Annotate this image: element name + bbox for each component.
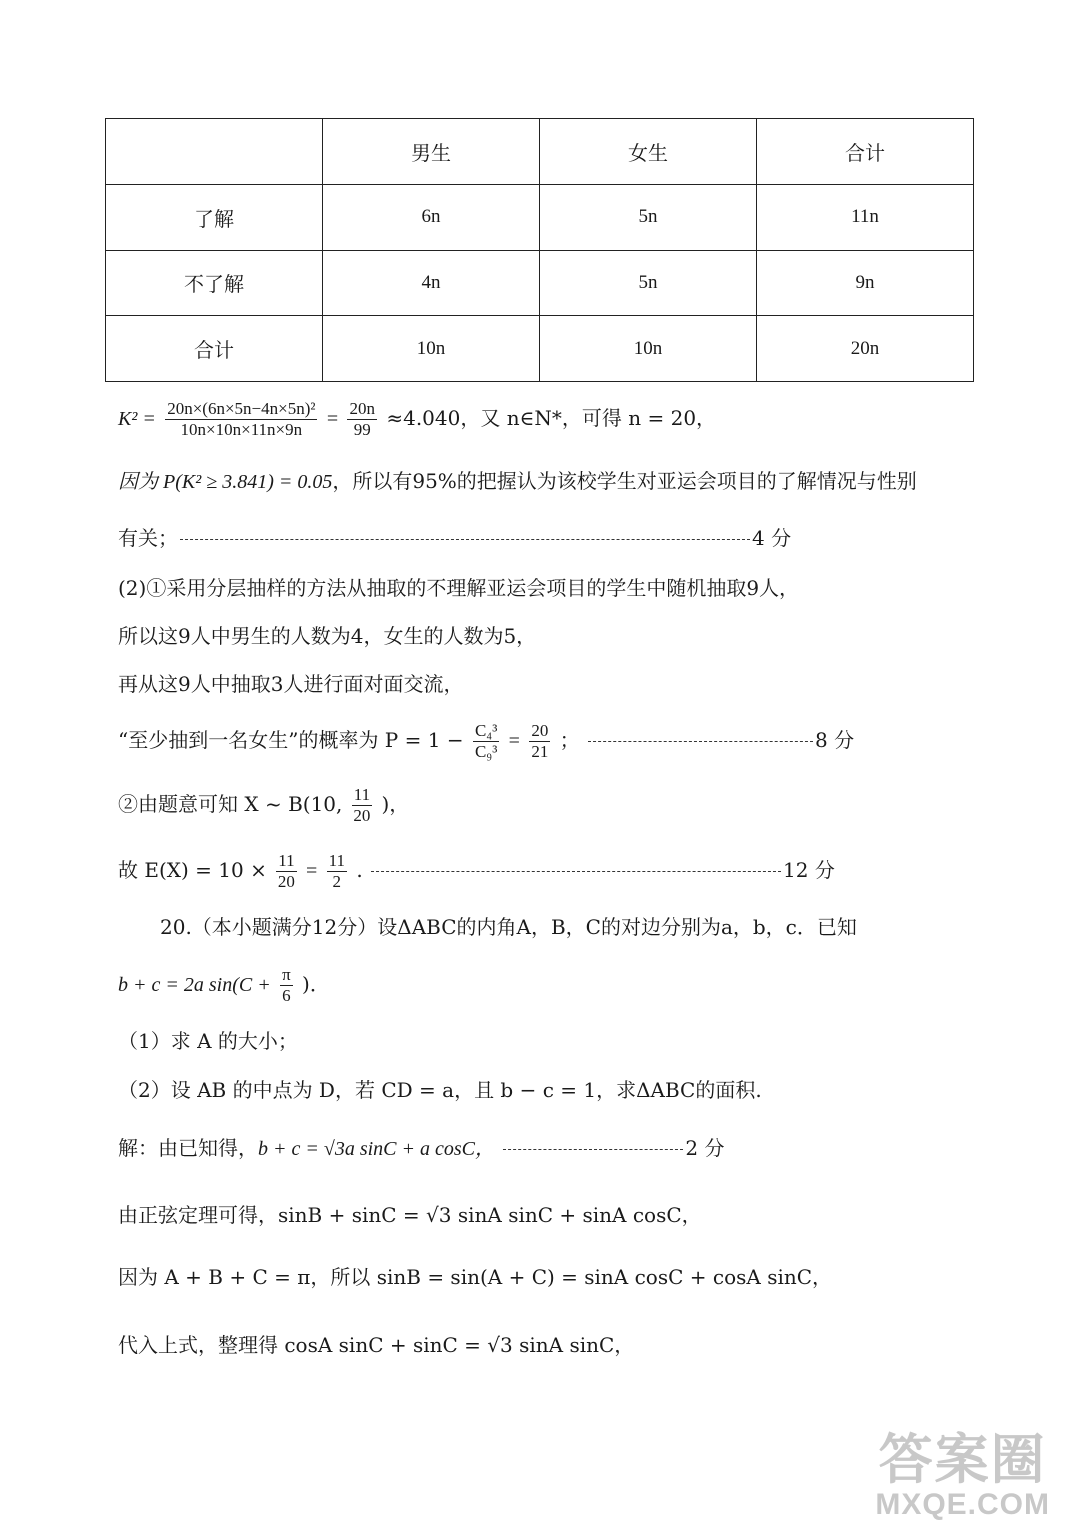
comb-fraction [473,721,499,762]
result-denominator: 21 [531,742,549,761]
conclusion-line [118,466,917,497]
binomial-numerator: 11 [353,785,371,804]
solution-line-3: 因为 A + B + C = π，所以 sinB = sin(A + C) = sinA cosC + cosA sinC， [118,1265,833,1289]
q2-line-6 [118,848,835,893]
score-mark: 4 分 [752,526,792,550]
k2-fraction-2 [347,399,377,440]
table-cell: 11n [757,184,974,250]
solution-line-1 [118,1133,724,1164]
equals-sign: = [305,860,318,882]
k2-tail: ≈4.040，又 n∈N*，可得 n = 20， [386,406,717,430]
table-row-label: 合计 [106,316,323,382]
result-fraction [529,721,550,762]
comb-numerator: C₄³ [474,721,498,740]
table-cell: 6n [323,184,540,250]
table-row-label: 了解 [106,184,323,250]
dash-leader [371,871,781,872]
table-row [106,250,974,316]
equals-sign: = [508,730,520,752]
table-cell: 5n [540,250,757,316]
k2-fraction [165,399,317,440]
expectation-lead: 故 E(X) = 10 × [118,858,267,882]
expectation-result-denominator: 2 [332,872,342,891]
problem-20-part-1: （1）求 A 的大小； [118,1029,298,1053]
q2-line-1: (2)①采用分层抽样的方法从抽取的不理解亚运会项目的学生中随机抽取9人， [118,576,800,600]
table-row-label: 不了解 [106,250,323,316]
k2-formula-line [118,396,716,441]
result-numerator: 20 [531,721,549,740]
q2-line-4 [118,718,854,763]
solution-line-4: 代入上式，整理得 cosA sinC + sinC = √3 sinA sinC， [118,1333,635,1357]
pi-numerator: π [282,965,291,984]
expectation-fraction [276,851,296,892]
problem-20-line-2 [118,962,330,1007]
solution-equation: b + c = √3a sinC + a cosC， [258,1138,496,1160]
expectation-numerator: 11 [278,851,295,870]
table-cell: 10n [540,316,757,382]
table-header-row [106,119,974,185]
watermark-url: MXQE.COM [875,1488,1050,1521]
expectation-denominator: 20 [277,872,295,891]
comb-denominator: C₉³ [474,742,498,761]
table-cell: 10n [323,316,540,382]
conclusion-text-2: 有关； [118,526,178,550]
watermark-title: 答案圈 [878,1427,1047,1491]
probability-lead: “至少抽到一名女生”的概率为 P = 1 − [118,728,464,752]
period: . [356,858,363,882]
dash-leader [180,539,750,540]
q2-line-2: 所以这9人中男生的人数为4，女生的人数为5， [118,624,537,648]
binomial-fraction [352,785,372,826]
table-header-cell: 男生 [323,119,540,185]
pi-fraction [280,965,293,1006]
dash-leader [588,741,813,742]
table-header-cell: 合计 [757,119,974,185]
score-mark: 12 分 [783,858,835,882]
table-cell: 4n [323,250,540,316]
q2-line-5 [118,782,409,826]
semicolon: ； [559,728,580,752]
problem-20-line-1: 20.（本小题满分12分）设ΔABC的内角A，B，C的对边分别为a，b，c．已知 [160,915,857,939]
problem-20-part-2: （2）设 AB 的中点为 D，若 CD = a，且 b − c = 1，求ΔABC的面积. [118,1078,762,1102]
table-cell: 20n [757,316,974,382]
score-mark: 2 分 [685,1136,725,1160]
k2-numerator-2: 20n [349,399,375,418]
table-cell: 5n [540,184,757,250]
table-header-cell: 女生 [540,119,757,185]
k2-denominator: 10n×10n×11n×9n [180,420,303,439]
solution-lead: 解：由已知得， [118,1136,258,1160]
k2-lhs: K² = [118,408,156,430]
table-row [106,184,974,250]
q2-line-3: 再从这9人中抽取3人进行面对面交流， [118,672,464,696]
probability-expression: 因为 P(K² ≥ 3.841) = 0.05 [118,471,333,493]
dash-leader [503,1149,683,1150]
table-header-cell [106,119,323,185]
k2-numerator: 20n×(6n×5n−4n×5n)² [167,399,316,418]
k2-equals: = [326,408,339,430]
conclusion-line-2 [118,523,791,553]
conclusion-text: ，所以有95%的把握认为该校学生对亚运会项目的了解情况与性别 [332,469,917,493]
table-row [106,316,974,382]
distribution-tail: )， [381,792,410,816]
k2-denominator-2: 99 [353,420,371,439]
pi-denominator: 6 [282,986,291,1005]
table-cell: 9n [757,250,974,316]
given-equation: b + c = 2a sin(C + [118,974,271,996]
score-mark: 8 分 [815,728,855,752]
binomial-denominator: 20 [353,806,371,825]
watermark-logo [875,1427,1050,1522]
contingency-table [105,118,974,382]
solution-line-2: 由正弦定理可得，sinB + sinC = √3 sinA sinC + sinA cosC， [118,1203,702,1227]
given-equation-tail: )． [302,972,330,996]
expectation-result [327,851,347,892]
distribution-lead: ②由题意可知 X ~ B(10, [118,792,343,816]
expectation-result-numerator: 11 [328,851,345,870]
